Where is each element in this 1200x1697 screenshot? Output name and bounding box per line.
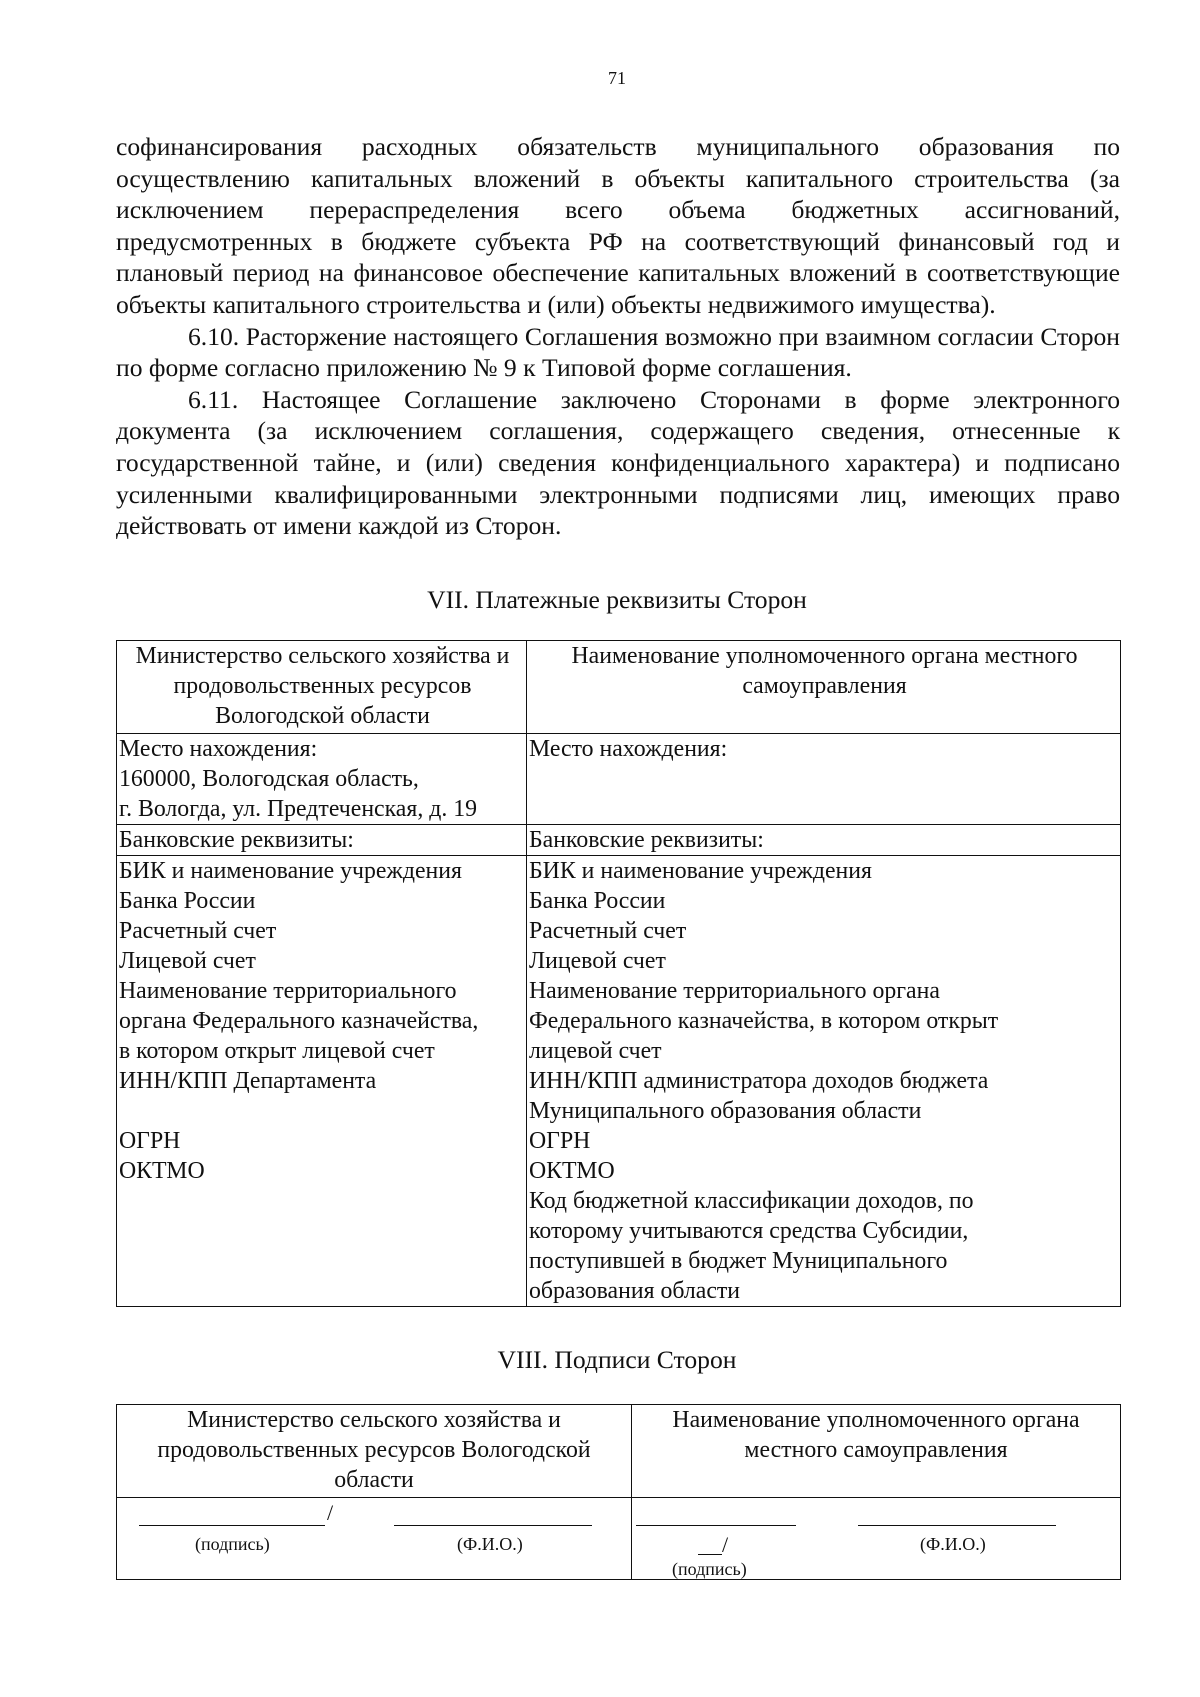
- separator-slash: /: [327, 1500, 334, 1525]
- bank-line: Наименование территориального органа: [529, 978, 940, 1004]
- signatures-table: [116, 1404, 1121, 1580]
- bank-line: Федерального казначейства, в котором открыт: [529, 1008, 999, 1034]
- right-signature-cell: [632, 1498, 1121, 1580]
- bank-line: Муниципального образования области: [529, 1098, 922, 1124]
- bank-line: БИК и наименование учреждения: [119, 858, 462, 884]
- left-party-header: Министерство сельского хозяйства и продовольственных ресурсов Вологодской области: [117, 641, 527, 734]
- left-bank-label: Банковские реквизиты:: [117, 825, 527, 856]
- signature-label: (подпись): [672, 1559, 747, 1579]
- bank-line: Банка России: [529, 888, 666, 914]
- bank-line: Лицевой счет: [529, 948, 666, 974]
- right-bank-label: Банковские реквизиты:: [527, 825, 1121, 856]
- bank-line: образования области: [529, 1278, 741, 1304]
- bank-line: которому учитываются средства Субсидии,: [529, 1218, 969, 1244]
- page-number: 71: [608, 68, 626, 88]
- paragraph-6-11: 6.11. Настоящее Соглашение заключено Сторонами в форме электронного документа (за исключением соглашения, содержащего сведения, отнесенные к государственной тайне, и (или) сведения конфиденциального характера) и подписано усиленными квалифицированными электронными подписями лиц, имеющих право действовать от имени каждой из Сторон.: [116, 384, 1120, 541]
- bank-line: ОКТМО: [119, 1158, 205, 1184]
- bank-line: [119, 1096, 526, 1126]
- name-label: (Ф.И.О.): [457, 1534, 523, 1554]
- right-bank-details: [527, 856, 1121, 1307]
- right-signatory-header: Наименование уполномоченного органа местного самоуправления: [632, 1405, 1121, 1498]
- bank-line: ОКТМО: [529, 1158, 615, 1184]
- right-location-cell: [527, 734, 1121, 825]
- signature-line-short: [698, 1554, 722, 1555]
- bank-line: Код бюджетной классификации доходов, по: [529, 1188, 974, 1214]
- bank-line: Расчетный счет: [529, 918, 687, 944]
- left-signatory-header: Министерство сельского хозяйства и продовольственных ресурсов Вологодской области: [117, 1405, 632, 1498]
- right-party-header: Наименование уполномоченного органа местного самоуправления: [527, 641, 1121, 734]
- location-line: 160000, Вологодская область,: [119, 766, 419, 792]
- bank-line: Лицевой счет: [119, 948, 256, 974]
- bank-line: БИК и наименование учреждения: [529, 858, 872, 884]
- signature-line: [139, 1525, 325, 1526]
- bank-line: ОГРН: [529, 1128, 591, 1154]
- bank-line: в котором открыт лицевой счет: [119, 1038, 435, 1064]
- bank-line: Наименование территориального: [119, 978, 457, 1004]
- body-text: [116, 131, 1120, 542]
- separator-slash: /: [722, 1532, 729, 1557]
- section-7-title: VII. Платежные реквизиты Сторон: [427, 585, 807, 614]
- paragraph-continued: софинансирования расходных обязательств муниципального образования по осуществлению капитальных вложений в объекты капитального строительства (за исключением перераспределения всего объема бюджетных ассигнований, предусмотренных в бюджете субъекта РФ на соответствующий финансовый год и плановый период на финансовое обеспечение капитальных вложений в соответствующие объекты капитального строительства и (или) объекты недвижимого имущества).: [116, 132, 1120, 319]
- bank-line: поступившей в бюджет Муниципального: [529, 1248, 948, 1274]
- paragraph-6-10: 6.10. Расторжение настоящего Соглашения возможно при взаимном согласии Сторон по форме согласно приложению № 9 к Типовой форме соглашения.: [116, 321, 1120, 383]
- payment-details-table: [116, 640, 1121, 1307]
- name-label: (Ф.И.О.): [920, 1534, 986, 1554]
- section-8-title: VIII. Подписи Сторон: [497, 1345, 737, 1374]
- location-line: Место нахождения:: [529, 736, 728, 762]
- location-line: г. Вологда, ул. Предтеченская, д. 19: [119, 796, 478, 822]
- location-line: Место нахождения:: [119, 736, 318, 762]
- bank-line: органа Федерального казначейства,: [119, 1008, 479, 1034]
- signature-line: [636, 1525, 796, 1526]
- bank-line: ИНН/КПП администратора доходов бюджета: [529, 1068, 989, 1094]
- left-bank-details: [117, 856, 527, 1307]
- name-line: [394, 1525, 592, 1526]
- bank-line: ИНН/КПП Департамента: [119, 1068, 377, 1094]
- name-line: [858, 1525, 1056, 1526]
- bank-line: Расчетный счет: [119, 918, 277, 944]
- left-location-cell: [117, 734, 527, 825]
- left-signature-cell: [117, 1498, 632, 1580]
- bank-line: ОГРН: [119, 1128, 181, 1154]
- signature-label: (подпись): [195, 1534, 270, 1554]
- bank-line: Банка России: [119, 888, 256, 914]
- bank-line: лицевой счет: [529, 1038, 662, 1064]
